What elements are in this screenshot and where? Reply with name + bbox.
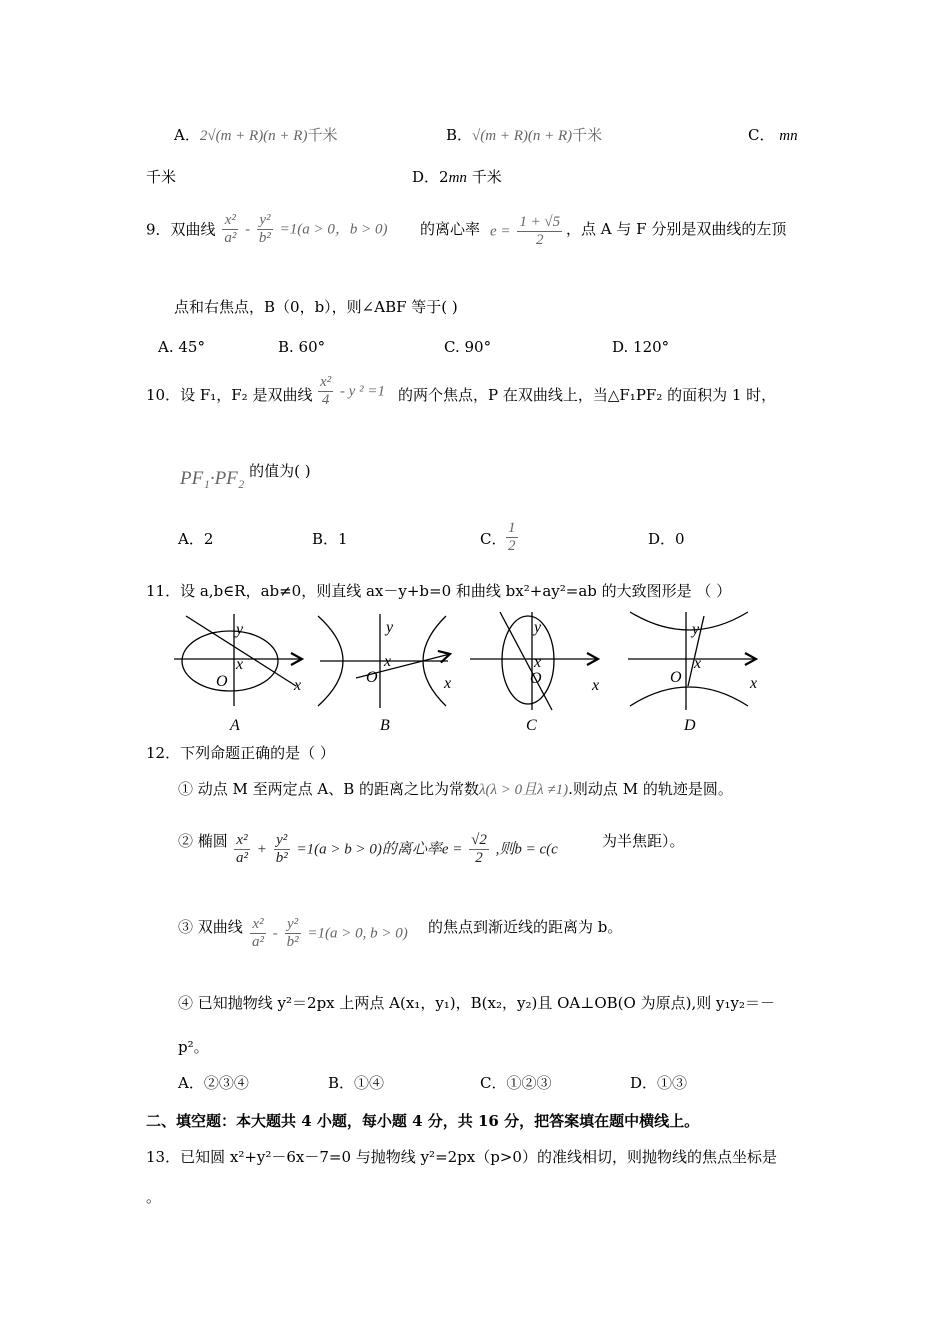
y-label-a: y [236, 621, 244, 638]
q12-statement-2-end: 为半焦距）。 [602, 832, 685, 850]
q8-option-b: B．√(m + R)(n + R)千米 [446, 126, 603, 144]
graph-a [174, 614, 302, 734]
q8-option-a: A．2√(m + R)(n + R)千米 [174, 126, 338, 144]
q10-choice-b: B．1 [312, 530, 348, 548]
q10-dot-product: PF₁·PF₂ 的值为( ) [180, 462, 311, 489]
q8-option-d: D．2mn 千米 [412, 168, 502, 186]
q12-choice-b: B．①④ [328, 1074, 385, 1092]
q12-statement-3-tail: 的焦点到渐近线的距离为 b。 [428, 918, 623, 936]
x-mark-d: x [694, 655, 702, 672]
q12-statement-3-label: ③ 双曲线 [178, 918, 243, 936]
q8-option-c-unit: 千米 [146, 168, 177, 186]
graph-label-a: A [230, 717, 240, 734]
q9-line2: 点和右焦点，B（0，b），则∠ABF 等于( ) [174, 298, 458, 316]
q12-choice-c: C．①②③ [480, 1074, 552, 1092]
y-label-d: y [692, 621, 700, 638]
x-label-a: x [294, 677, 302, 694]
graph-c [470, 612, 599, 734]
q8-option-c: C． mn [748, 126, 798, 144]
q9-choice-d: D. 120° [612, 338, 670, 356]
q12-choice-d: D．①③ [630, 1074, 688, 1092]
q10-choice-d: D．0 [648, 530, 685, 548]
q12-statement-3: $\frac{\text{x²}}{\text{a²}}$ - $\frac{\text{y²}}{\text{b²}}$ =1(a > 0, b > 0) [252, 916, 408, 951]
q11-stem: 11．设 a,b∈R，ab≠0，则直线 ax－y+b=0 和曲线 bx²+ay²=ab 的大致图形是 （ ） [146, 582, 732, 600]
q12-statement-2: $\frac{\text{x²}}{\text{a²}}$ + $\frac{\text{y²}}{\text{b²}}$ =1(a > b > 0)的离心率e = $\frac{√2}{2}$ ,则b = c(c [236, 832, 558, 867]
q10-choice-c-fraction: $\frac{1}{2}$ [508, 520, 516, 555]
y-label-c: y [534, 619, 542, 636]
q13-end: 。 [146, 1188, 162, 1206]
q13-stem: 13．已知圆 x²+y²－6x－7=0 与抛物线 y²=2px（p>0）的准线相切，则抛物线的焦点坐标是 [146, 1148, 777, 1166]
q9-stem: 9．双曲线 $\frac{\text{x²}}{\text{a²}}$ - $\frac{\text{y²}}{\text{b²}}$ =1(a > 0，b > 0) [146, 212, 388, 247]
fraction-x2-a2: $\frac{\text{x²}}{\text{a²}}$ [224, 212, 237, 247]
q9-eccentricity: e = $\frac{1 + √5}{2}$ [490, 214, 561, 249]
q10-choice-a: A．2 [178, 530, 214, 548]
q12-choice-a: A．②③④ [178, 1074, 249, 1092]
hyperbola-top-d [630, 612, 748, 630]
x-label-b: x [444, 675, 452, 692]
y-label-b: y [386, 619, 394, 636]
q9-choice-a: A. 45° [158, 338, 205, 356]
x-label-d: x [750, 675, 758, 692]
fraction-y2-b2: $\frac{\text{y²}}{\text{b²}}$ [258, 212, 271, 247]
q11-graphs [168, 606, 788, 742]
q10-equation: $\frac{\text{x²}}{4}$ - y ² =1 [320, 374, 385, 409]
graph-label-c: C [526, 717, 537, 734]
x-mark-a: x [236, 656, 244, 673]
origin-label-d: O [670, 669, 682, 686]
q12-title: 12．下列命题正确的是（ ） [146, 744, 335, 762]
q12-statement-1: ① 动点 M 至两定点 A、B 的距离之比为常数λ(λ > 0且λ ≠1).则动点 M 的轨迹是圆。 [178, 780, 733, 798]
graph-label-d: D [684, 717, 696, 734]
q10-choice-c: C． [480, 530, 507, 548]
hyperbola-bottom-d [630, 687, 748, 706]
graph-d [628, 612, 757, 734]
q9-choice-c: C. 90° [444, 338, 492, 356]
q9-choice-b: B. 60° [278, 338, 326, 356]
q12-statement-4-line2: p²。 [178, 1038, 209, 1056]
graph-b [318, 614, 451, 734]
q10-tail: 的两个焦点，P 在双曲线上，当△F₁PF₂ 的面积为 1 时， [398, 386, 777, 404]
origin-label-a: O [216, 673, 228, 690]
q9-mid: 的离心率 [420, 220, 481, 238]
q12-statement-4: ④ 已知抛物线 y²＝2px 上两点 A(x₁，y₁)，B(x₂，y₂)且 OA⊥OB(O 为原点),则 y₁y₂＝－ [178, 994, 775, 1012]
x-mark-b: x [384, 653, 392, 670]
section-2-heading: 二、填空题：本大题共 4 小题，每小题 4 分，共 16 分，把答案填在题中横线上。 [146, 1112, 700, 1130]
ellipse-a [182, 631, 278, 691]
origin-label-b: O [366, 669, 378, 686]
x-label-c: x [592, 677, 600, 694]
graph-label-b: B [380, 717, 390, 734]
q9-tail: ，点 A 与 F 分别是双曲线的左顶 [566, 220, 787, 238]
q12-statement-2-label: ② 椭圆 [178, 832, 228, 850]
x-mark-c: x [534, 654, 542, 671]
q10-num: 10．设 F₁，F₂ 是双曲线 [146, 386, 313, 404]
line-c [500, 612, 552, 710]
origin-label-c: O [530, 670, 542, 687]
